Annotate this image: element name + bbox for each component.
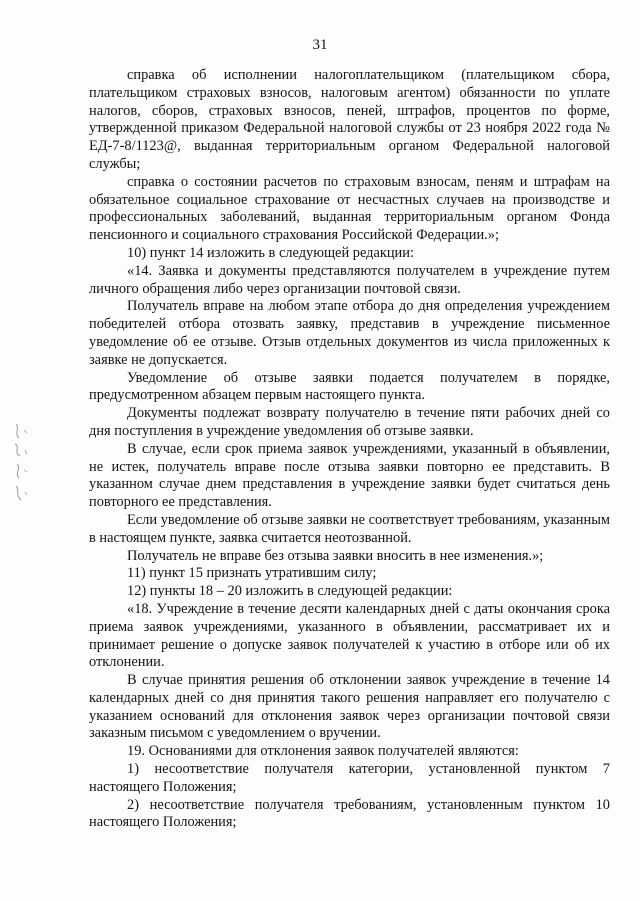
paragraph: справка об исполнении налогоплательщиком (плательщиком сбора, плательщиком страховых взносов, налоговым агентом) обязанности по уплате налогов, сборов, страховых взносов, пеней, штрафов, процентов по форме, утвержденной приказом Федеральной налоговой службы от 23 ноября 2022 года № ЕД-7-8/1123@, выданная территориальным органом Федеральной налоговой службы; xyxy=(89,67,610,172)
paragraph: Уведомление об отзыве заявки подается получателем в порядке, предусмотренном абзацем первым настоящего пункта. xyxy=(89,369,610,404)
paragraph: справка о состоянии расчетов по страховым взносам, пеням и штрафам на обязательное социальное страхование от несчастных случаев на производстве и профессиональных заболеваний, выданная территориальным органом Фонда пенсионного и социального страхования Российской Федерации.»; xyxy=(89,173,610,244)
paragraph: Документы подлежат возврату получателю в течение пяти рабочих дней со дня поступления в учреждение уведомления об отзыве заявки. xyxy=(89,405,610,439)
paragraph: 19. Основаниями для отклонения заявок получателей являются: xyxy=(127,743,519,760)
paragraph: Получатель вправе на любом этапе отбора до дня определения учреждением победителей отбора отозвать заявку, представив в учреждение письменное уведомление об ее отзыве. Отзыв отдельных документов из числа приложенных к заявке не допускается. xyxy=(89,298,610,368)
paragraph: 10) пункт 14 изложить в следующей редакции: xyxy=(127,244,414,261)
paragraph: 1) несоответствие получателя категории, установленной пунктом 7 настоящего Положения; xyxy=(89,761,610,795)
document-body xyxy=(89,67,610,832)
paragraph: В случае принятия решения об отклонении заявок учреждение в течение 14 календарных дней со дня принятия такого решения направляет его получателю с указанием оснований для отклонения заявок через организации почтовой связи заказным письмом с уведомлением о вручении. xyxy=(89,672,610,742)
page-number: 31 xyxy=(312,37,328,53)
paragraph: 12) пункты 18 – 20 изложить в следующей редакции: xyxy=(127,583,453,600)
paragraph: Если уведомление об отзыве заявки не соответствует требованиям, указанным в настоящем пункте, заявка считается неотозванной. xyxy=(89,511,610,546)
margin-scribble xyxy=(10,420,34,506)
paragraph: 2) несоответствие получателя требованиям, установленным пунктом 10 настоящего Положения; xyxy=(89,796,610,831)
paragraph: Получатель не вправе без отзыва заявки вносить в нее изменения.»; xyxy=(127,547,544,564)
paragraph: В случае, если срок приема заявок учреждениями, указанный в объявлении, не истек, получатель вправе после отзыва заявки повторно ее представить. В указанном случае днем представления в учреждение заявки будет считаться день повторного ее представления. xyxy=(89,440,610,511)
paragraph: 11) пункт 15 признать утратившим силу; xyxy=(127,565,377,582)
paragraph: «14. Заявка и документы представляются получателем в учреждение путем личного обращения либо через организации почтовой связи. xyxy=(89,262,610,297)
paragraph: «18. Учреждение в течение десяти календарных дней с даты окончания срока приема заявок учреждениями, указанного в объявлении, рассматривает их и принимает решение о допуске заявок получателей к участию в отборе или об их отклонении. xyxy=(89,600,610,671)
